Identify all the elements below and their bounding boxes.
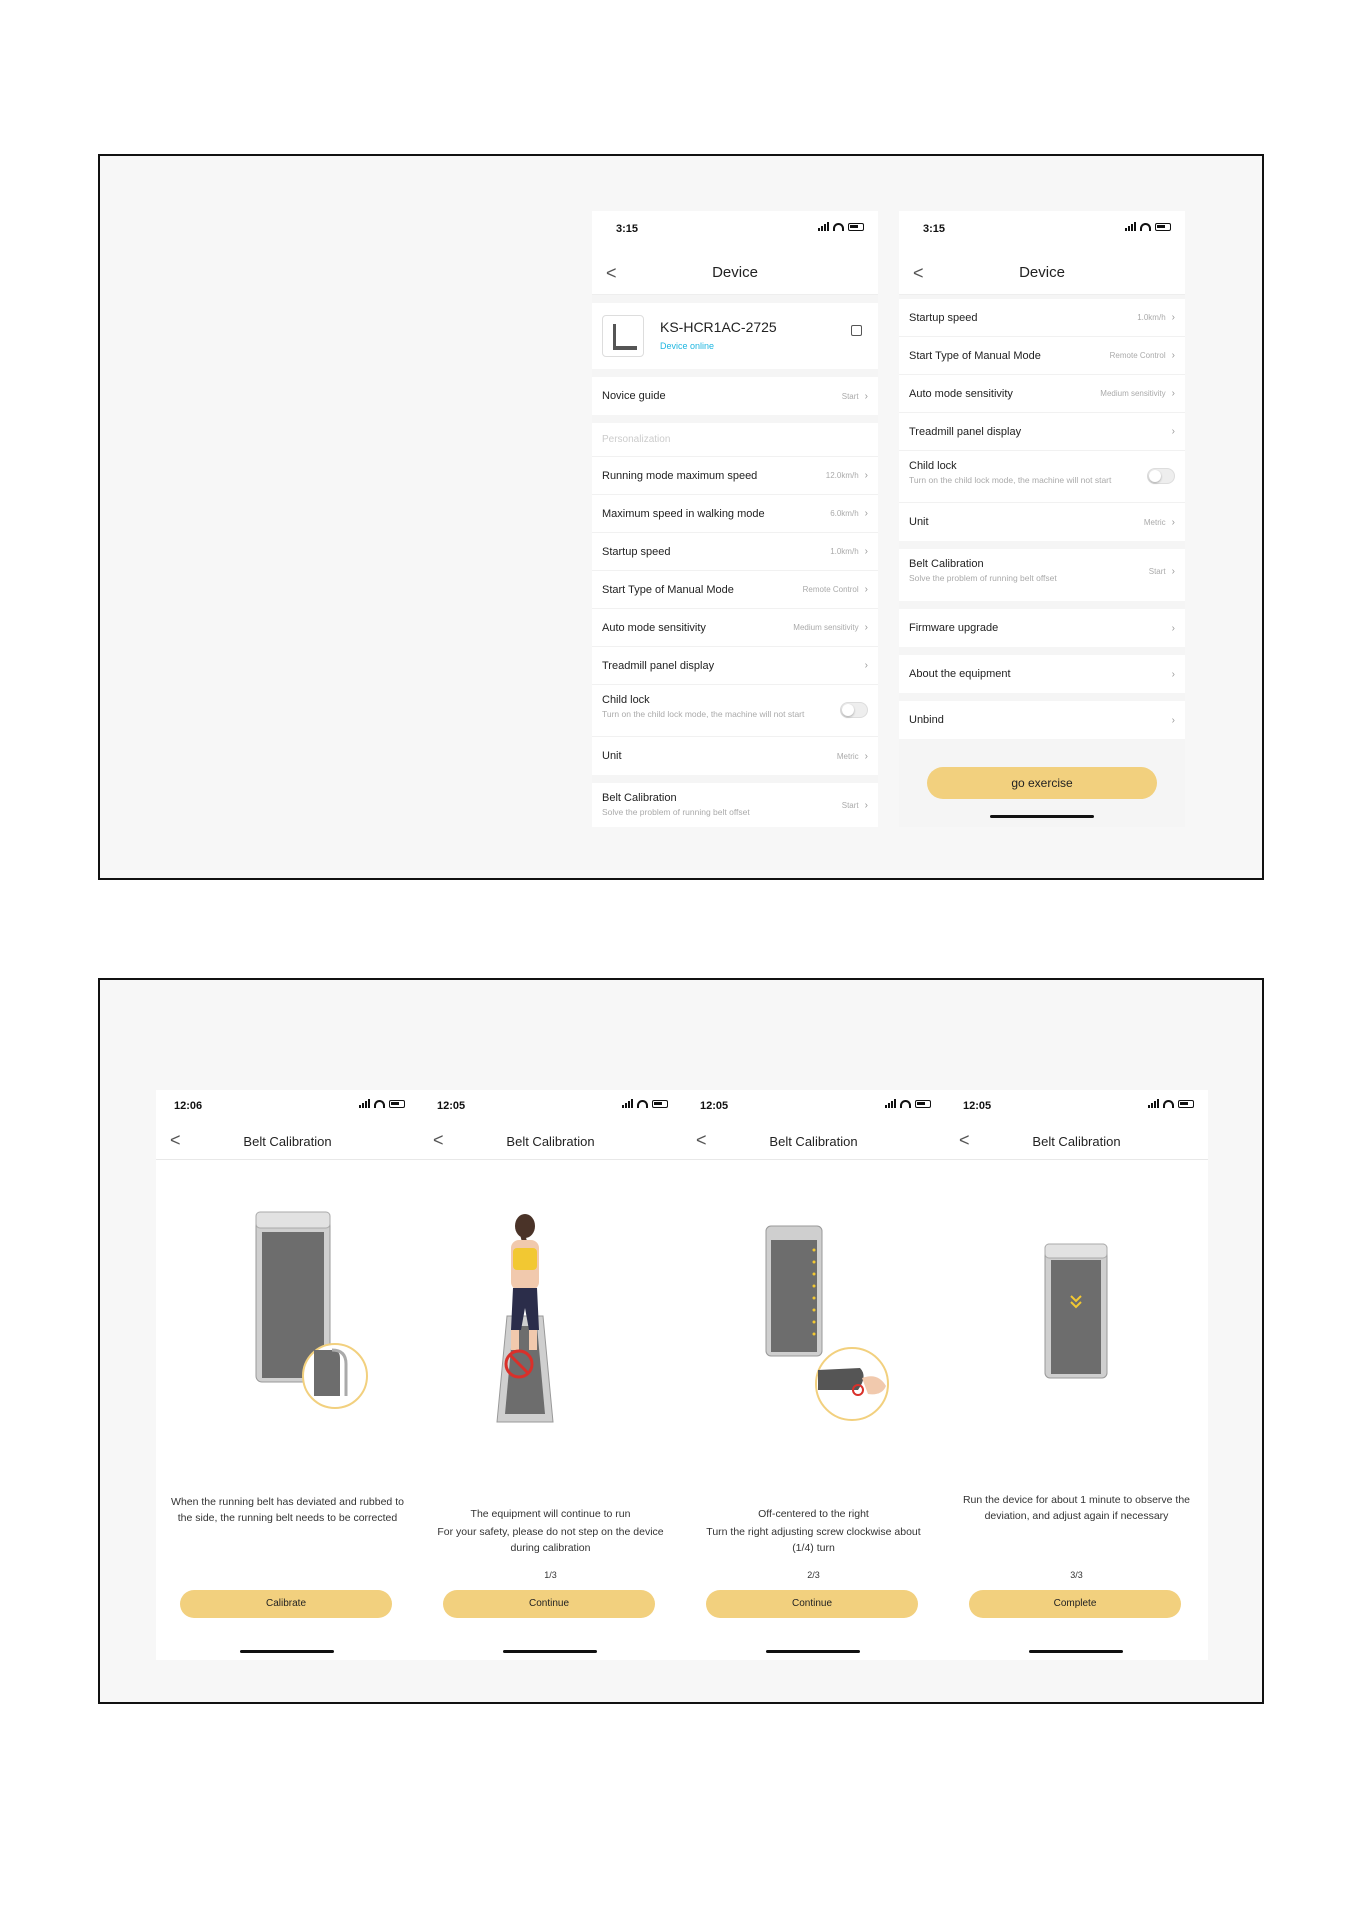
back-chevron-icon[interactable]: < (696, 1130, 707, 1150)
page-title: Device (712, 264, 758, 281)
device-settings-phone-2 (899, 211, 1185, 827)
child-lock-toggle[interactable] (1147, 468, 1175, 484)
status-bar (592, 211, 878, 251)
calibration-screen-1 (156, 1090, 419, 1660)
running-treadmill-illustration (945, 1200, 1208, 1450)
chevron-right-icon: › (864, 508, 868, 519)
battery-icon (848, 223, 864, 231)
back-chevron-icon[interactable]: < (606, 263, 617, 283)
chevron-right-icon: › (1171, 668, 1175, 680)
instruction-text-secondary: For your safety, please do not step on the device during calibration (437, 1526, 664, 1554)
settings-row[interactable]: Running mode maximum speed 12.0km/h › (592, 457, 878, 495)
page-title: Device (1019, 264, 1065, 281)
home-indicator (990, 815, 1094, 818)
settings-row[interactable]: Start Type of Manual Mode Remote Control › (899, 337, 1185, 375)
signal-icon (818, 222, 829, 231)
signal-icon (359, 1099, 370, 1108)
wifi-icon (374, 1100, 385, 1108)
calibration-screen-4 (945, 1090, 1208, 1660)
section-header: Personalization (592, 423, 878, 457)
nav-bar (945, 1124, 1208, 1160)
continue-button[interactable]: Continue (443, 1590, 655, 1618)
wifi-icon (1140, 223, 1151, 231)
signal-icon (622, 1099, 633, 1108)
device-status: Device online (660, 341, 715, 351)
adjusting-screw-illustration (682, 1200, 945, 1450)
settings-row[interactable]: Treadmill panel display › (592, 647, 878, 685)
belt-calibration-row[interactable]: Belt Calibration Solve the problem of running belt offset Start › (909, 558, 1175, 583)
complete-button[interactable]: Complete (969, 1590, 1181, 1618)
status-time: 3:15 (616, 223, 639, 235)
home-indicator (1029, 1650, 1123, 1653)
novice-guide-row[interactable]: Novice guide Start › (602, 390, 868, 402)
nav-bar (682, 1124, 945, 1160)
battery-icon (915, 1100, 931, 1108)
step-indicator: 2/3 (807, 1570, 820, 1580)
battery-icon (1178, 1100, 1194, 1108)
home-indicator (240, 1650, 334, 1653)
instruction-text: The equipment will continue to run (470, 1508, 631, 1520)
treadmill-illustration (156, 1200, 419, 1450)
back-chevron-icon[interactable]: < (170, 1130, 181, 1150)
instruction-text: Run the device for about 1 minute to observe the deviation, and adjust again if necessary (962, 1494, 1191, 1522)
chevron-right-icon: › (1171, 516, 1175, 528)
nav-bar (899, 251, 1185, 295)
battery-icon (652, 1100, 668, 1108)
wifi-icon (833, 223, 844, 231)
child-lock-toggle[interactable] (840, 702, 868, 718)
treadmill-icon (945, 1200, 1208, 1450)
chevron-right-icon: › (1171, 350, 1175, 361)
settings-row[interactable]: Startup speed 1.0km/h › (899, 299, 1185, 337)
page-title: Belt Calibration (1032, 1134, 1121, 1149)
chevron-right-icon: › (864, 660, 868, 671)
unbind-row[interactable]: Unbind › (909, 714, 1175, 726)
battery-icon (389, 1100, 405, 1108)
back-chevron-icon[interactable]: < (433, 1130, 444, 1150)
instruction-text: When the running belt has deviated and rubbed to the side, the running belt needs to be corrected (171, 1496, 404, 1524)
status-bar (682, 1090, 945, 1124)
status-time: 12:06 (174, 1100, 203, 1112)
child-lock-row: Child lock Turn on the child lock mode, the machine will not start (592, 685, 878, 737)
top-screenshot-panel (98, 154, 1264, 880)
signal-icon (885, 1099, 896, 1108)
back-chevron-icon[interactable]: < (959, 1130, 970, 1150)
status-time: 12:05 (700, 1100, 729, 1112)
go-exercise-button[interactable]: go exercise (927, 767, 1157, 799)
treadmill-icon (156, 1200, 419, 1450)
treadmill-icon (682, 1200, 945, 1450)
nav-bar (156, 1124, 419, 1160)
unit-row[interactable]: Unit Metric › (602, 750, 868, 762)
calibration-screen-2 (419, 1090, 682, 1660)
firmware-upgrade-row[interactable]: Firmware upgrade › (909, 622, 1175, 634)
nav-bar (419, 1124, 682, 1160)
signal-icon (1125, 222, 1136, 231)
settings-row[interactable]: Auto mode sensitivity Medium sensitivity › (899, 375, 1185, 413)
page-title: Belt Calibration (769, 1134, 858, 1149)
chevron-right-icon: › (864, 546, 868, 557)
page-title: Belt Calibration (506, 1134, 595, 1149)
calibrate-button[interactable]: Calibrate (180, 1590, 392, 1618)
signal-icon (1148, 1099, 1159, 1108)
chevron-right-icon: › (1171, 426, 1175, 437)
continue-button[interactable]: Continue (706, 1590, 918, 1618)
nav-bar (592, 251, 878, 295)
settings-row[interactable]: Maximum speed in walking mode 6.0km/h › (592, 495, 878, 533)
chevron-right-icon: › (864, 390, 868, 402)
settings-row[interactable]: Treadmill panel display › (899, 413, 1185, 451)
unit-row[interactable]: Unit Metric › (909, 516, 1175, 528)
settings-row[interactable]: Start Type of Manual Mode Remote Control › (592, 571, 878, 609)
status-bar (419, 1090, 682, 1124)
chevron-right-icon: › (1171, 388, 1175, 399)
wifi-icon (637, 1100, 648, 1108)
chevron-right-icon: › (864, 470, 868, 481)
chevron-right-icon: › (1171, 312, 1175, 323)
instruction-text-secondary: Turn the right adjusting screw clockwise about (1/4) turn (706, 1526, 921, 1554)
wifi-icon (900, 1100, 911, 1108)
page-title: Belt Calibration (243, 1134, 332, 1149)
back-chevron-icon[interactable]: < (913, 263, 924, 283)
settings-row[interactable]: Startup speed 1.0km/h › (592, 533, 878, 571)
treadmill-icon (602, 315, 644, 357)
status-time: 3:15 (923, 223, 946, 235)
step-indicator: 1/3 (544, 1570, 557, 1580)
wifi-icon (1163, 1100, 1174, 1108)
status-time: 12:05 (437, 1100, 466, 1112)
status-bar (899, 211, 1185, 251)
status-bar (945, 1090, 1208, 1124)
device-settings-phone-1 (592, 211, 878, 827)
chevron-right-icon: › (864, 584, 868, 595)
person-on-treadmill-illustration (419, 1200, 682, 1450)
belt-calibration-row[interactable]: Belt Calibration Solve the problem of running belt offset Start › (602, 792, 868, 817)
chevron-right-icon: › (864, 800, 868, 811)
calibration-strip (156, 1090, 1208, 1660)
child-lock-row: Child lock Turn on the child lock mode, the machine will not start (899, 451, 1185, 503)
chevron-right-icon: › (1171, 714, 1175, 726)
status-bar (156, 1090, 419, 1124)
home-indicator (766, 1650, 860, 1653)
chevron-right-icon: › (864, 622, 868, 633)
device-header (592, 303, 878, 369)
status-time: 12:05 (963, 1100, 992, 1112)
battery-icon (1155, 223, 1171, 231)
person-icon (419, 1200, 682, 1450)
settings-row[interactable]: Auto mode sensitivity Medium sensitivity › (592, 609, 878, 647)
bottom-screenshot-panel (98, 978, 1264, 1704)
edit-icon[interactable] (851, 325, 862, 336)
chevron-right-icon: › (1171, 566, 1175, 577)
chevron-right-icon: › (1171, 622, 1175, 634)
instruction-text: Off-centered to the right (758, 1508, 869, 1520)
calibration-screen-3 (682, 1090, 945, 1660)
chevron-right-icon: › (864, 750, 868, 762)
home-indicator (503, 1650, 597, 1653)
device-name: KS-HCR1AC-2725 (660, 319, 777, 335)
about-equipment-row[interactable]: About the equipment › (909, 668, 1175, 680)
step-indicator: 3/3 (1070, 1570, 1083, 1580)
